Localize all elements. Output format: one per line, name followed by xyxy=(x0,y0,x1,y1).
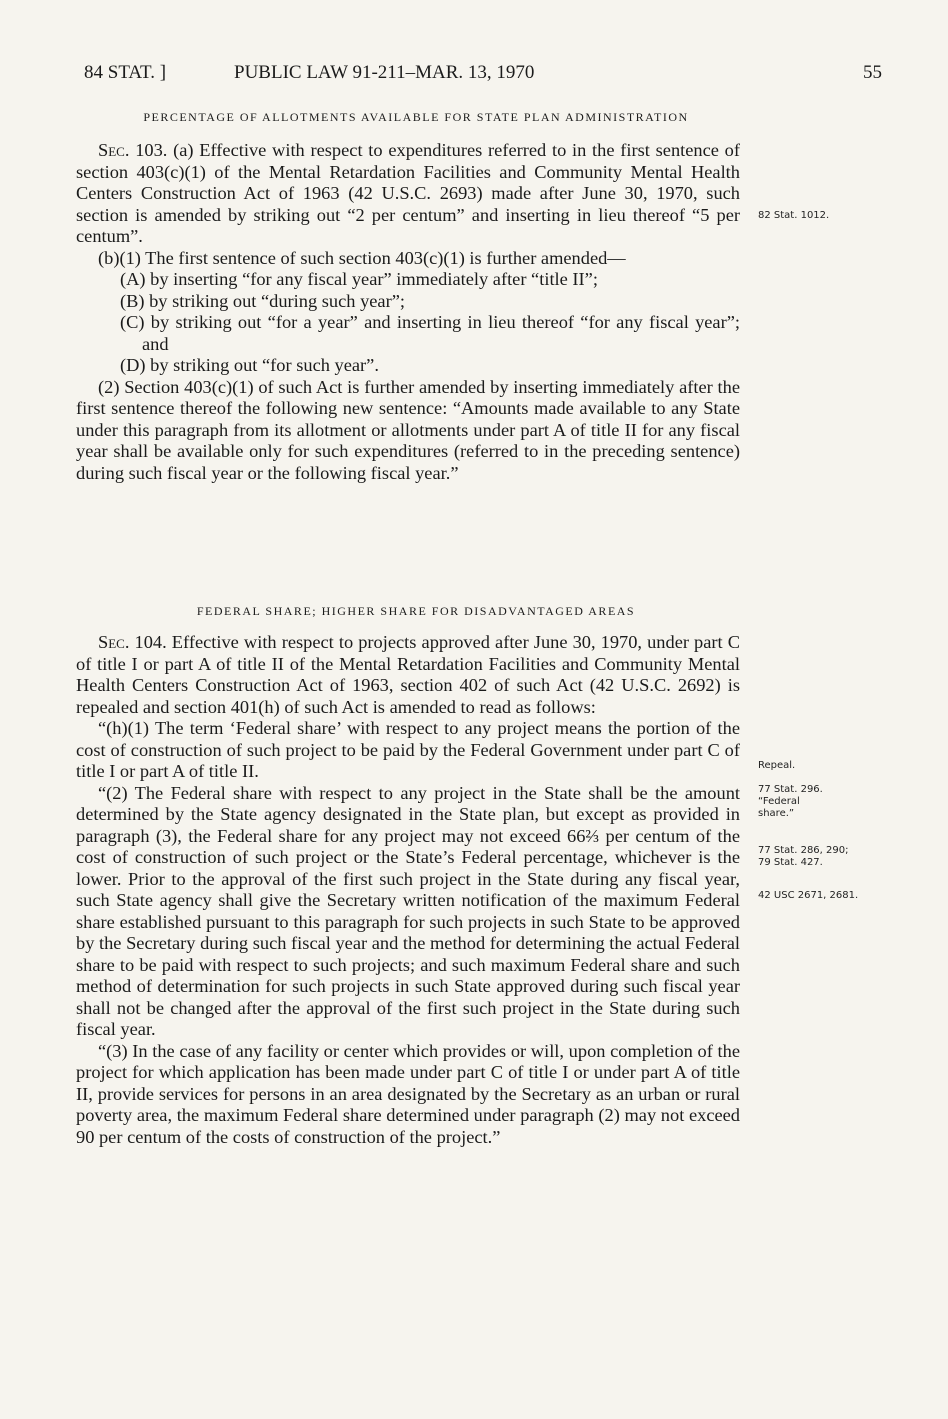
paragraph-103-2: (2) Section 403(c)(1) of such Act is further amended by inserting immediately after the first sentence thereof the following new sentence: “Amounts made available to any State under this paragraph from its allotment or allotments under part A of title II for any fiscal year shall be available only for such expenditures (referred to in the preceding sentence) during such fiscal year or the following fiscal year.” xyxy=(76,376,740,483)
paragraph-103-a: Sec. 103. (a) Effective with respect to expenditures referred to in the first sentence of section 403(c)(1) of the Mental Retardation Facilities and Community Mental Health Centers Construction Act of 1963 (42 U.S.C. 2693) made after June 30, 1970, such section is amended by striking out “2 per centum” and inserting in lieu thereof “5 per centum”. xyxy=(76,140,740,246)
margin-note-repeal: Repeal. xyxy=(758,760,796,771)
paragraph-104-intro: Sec. 104. Effective with respect to projects approved after June 30, 1970, under part C of title I or part A of title II of the Mental Retardation Facilities and Community Mental Health Centers Construction Act of 1963, section 402 of such Act (42 U.S.C. 2692) is repealed and section 401(h) of such Act is amended to read as follows: xyxy=(76,632,740,717)
sec-label: Sec. xyxy=(98,632,130,652)
section-104-heading: FEDERAL SHARE; HIGHER SHARE FOR DISADVANTAGED AREAS xyxy=(196,604,636,618)
clause-c: (C) by striking out “for a year” and inserting in lieu thereof “for any fiscal year”; and xyxy=(120,312,740,354)
margin-note-82-stat: 82 Stat. 1012. xyxy=(758,210,830,221)
margin-note-77-stat-286: 77 Stat. 286, 290; 79 Stat. 427. xyxy=(758,845,849,868)
clause-d: (D) by striking out “for such year”. xyxy=(120,355,379,375)
page-number: 55 xyxy=(863,62,882,83)
section-103-body xyxy=(76,140,740,484)
clause-b: (B) by striking out “during such year”; xyxy=(120,290,405,311)
section-103-heading: PERCENTAGE OF ALLOTMENTS AVAILABLE FOR STATE PLAN ADMINISTRATION xyxy=(143,110,689,124)
paragraph-104-h3: “(3) In the case of any facility or center which provides or will, upon completion of the project for which application has been made under part C of title I or under part A of title II, provide services for persons in an area designated by the Secretary as an urban or rural poverty area, the maximum Federal share determined under paragraph (2) may not exceed 90 per centum of the costs of construction of the project.” xyxy=(76,1040,740,1147)
paragraph-103-b1: (b)(1) The first sentence of such section 403(c)(1) is further amended— xyxy=(98,247,626,268)
section-104-body xyxy=(76,632,740,1148)
public-law-title: PUBLIC LAW 91-211–MAR. 13, 1970 xyxy=(234,62,535,83)
paragraph-104-h1: “(h)(1) The term ‘Federal share’ with respect to any project means the portion of the cost of construction of such project to be paid by the Federal Government under part C of title I or part A of title II. xyxy=(76,718,740,781)
margin-note-federal-share: “Federal share.” xyxy=(758,796,800,819)
statute-volume: 84 STAT. ] xyxy=(84,62,167,83)
margin-note-42-usc: 42 USC 2671, 2681. xyxy=(758,890,859,901)
sec-label: Sec. xyxy=(98,140,130,160)
margin-note-77-stat-296: 77 Stat. 296. xyxy=(758,784,823,795)
page-header xyxy=(84,62,882,86)
clause-a: (A) by inserting “for any fiscal year” immediately after “title II”; xyxy=(120,269,598,289)
paragraph-104-h2: “(2) The Federal share with respect to any project in the State shall be the amount determined by the State agency designated in the State plan, but except as provided in paragraph (3), the Federal share for any project may not exceed 66⅔ per centum of the cost of construction of such project or the State’s Federal percentage, whichever is the lower. Prior to the approval of the first such project in the State during any fiscal year, such State agency shall give the Secretary written notification of the maximum Federal share established pursuant to this paragraph for such projects in such State to be approved by the Secretary during such fiscal year and the method for determining the actual Federal share to be paid with respect to such projects; and such maximum Federal share and such method of determination for such projects in such State approved during such fiscal year shall not be changed after the approval of the first such project in the State during such fiscal year. xyxy=(76,782,740,1039)
